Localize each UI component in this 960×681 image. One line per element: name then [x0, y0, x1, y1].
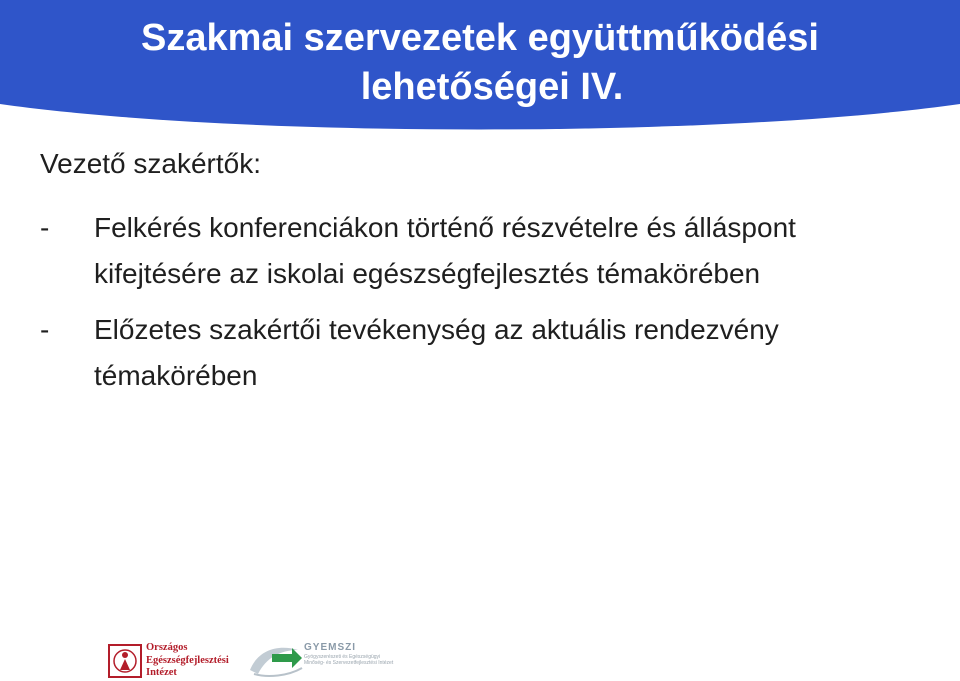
oei-logo-text [146, 642, 229, 680]
oei-line3: Intézet [146, 667, 177, 678]
oei-logo [108, 642, 228, 680]
oei-line1: Országos [146, 642, 188, 653]
oei-line2: Egészségfejlesztési [146, 654, 229, 666]
bullet-item [40, 307, 940, 399]
gyemszi-arrow-icon [248, 640, 304, 680]
slide-title [0, 14, 960, 112]
oei-emblem-icon [108, 644, 142, 678]
bullet-line2: témakörében [94, 360, 258, 391]
subheading: Vezető szakértők: [40, 148, 262, 179]
slide-title-line2: lehetőségei IV. [360, 66, 624, 108]
bullet-marker: - [40, 212, 50, 243]
gyemszi-sub2: Minőség- és Szervezetfejlesztési Intézet [304, 660, 394, 666]
footer-logos [108, 640, 448, 680]
slide-title-line1: Szakmai szervezetek együttműködési [141, 17, 819, 59]
bullet-marker: - [40, 314, 50, 345]
bullet-line1: Felkérés konferenciákon történő részvételre és álláspont [94, 212, 796, 243]
bullet-list [40, 205, 940, 409]
bullet-item [40, 205, 940, 297]
bullet-line1: Előzetes szakértői tevékenység az aktuális rendezvény [94, 314, 779, 345]
bullet-line2: kifejtésére az iskolai egészségfejlesztés témakörében [94, 258, 761, 289]
gyemszi-subtitle [304, 654, 444, 666]
gyemszi-sub1: Gyógyszerészeti és Egészségügyi [304, 654, 381, 660]
gyemszi-name: GYEMSZI [304, 642, 357, 653]
gyemszi-logo [248, 640, 448, 680]
